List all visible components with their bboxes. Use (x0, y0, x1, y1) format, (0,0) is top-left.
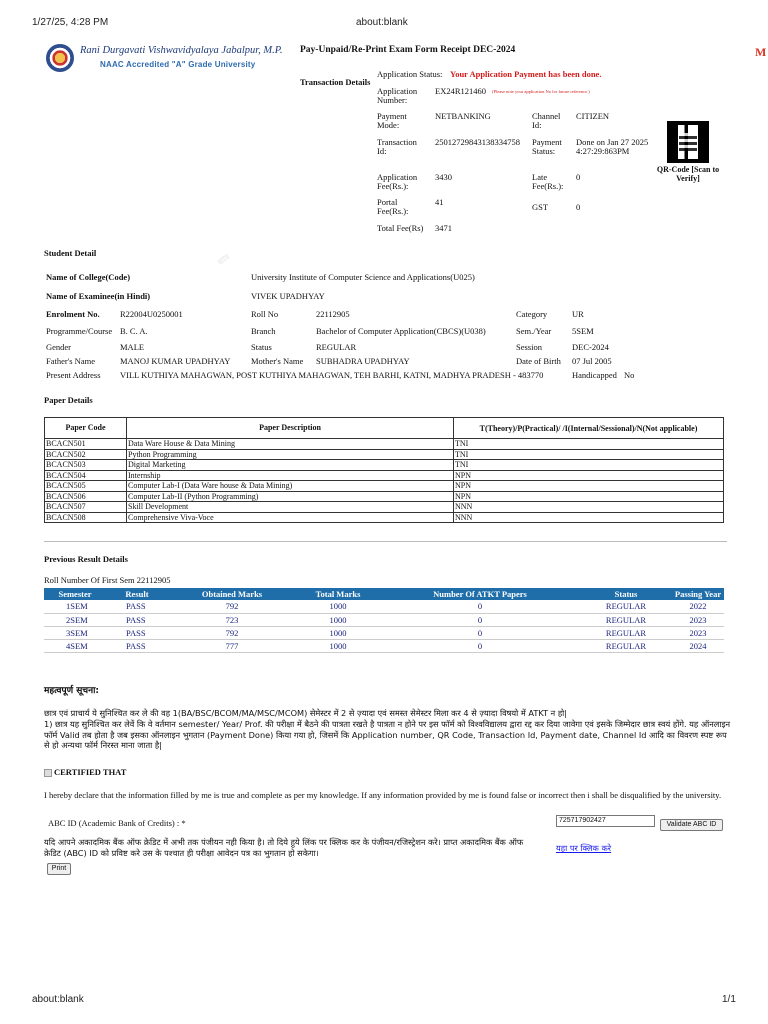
portal-fee-label: Portal Fee(Rs.): (377, 197, 409, 216)
session-label: Session (516, 342, 542, 352)
channel-label: Channel Id: (532, 111, 561, 130)
handicapped-label: Handicapped (572, 370, 617, 380)
branch-value: Bachelor of Computer Application(CBCS)(U038) (316, 326, 486, 336)
college-label: Name of College(Code) (46, 272, 131, 282)
cell: 3SEM (44, 626, 106, 639)
naac-tagline: NAAC Accredited "A" Grade University (100, 60, 256, 69)
app-no-note: (Please note your application No for future reference.) (492, 89, 590, 94)
cell: 4SEM (44, 639, 106, 652)
cell: REGULAR (580, 626, 672, 639)
result-col-header: Passing Year (672, 588, 724, 600)
declaration-text: I hereby declare that the information filled by me is true and complete as per my knowledge. If any information provided by me is found false or incorrect then i shall be disqualified by the university. (44, 790, 722, 800)
app-no-label: Application Number: (377, 86, 418, 105)
paper-col-header: Paper Description (127, 418, 454, 439)
university-name: Rani Durgavati Vishwavidyalaya Jabalpur, M.P. (80, 45, 283, 56)
programme-value: B. C. A. (120, 326, 148, 336)
dob-label: Date of Birth (516, 356, 561, 366)
paper-type: TNI (454, 460, 724, 471)
payment-status-label: Payment Status: (532, 137, 562, 156)
roll-value: 22112905 (316, 309, 350, 319)
father-label: Father's Name (46, 356, 95, 366)
table-row (44, 613, 724, 626)
certified-checkbox[interactable] (44, 769, 52, 777)
table-row (45, 491, 724, 502)
cell: 1000 (296, 613, 380, 626)
portal-fee-value: 41 (435, 197, 444, 207)
app-no-value: EX24R121460 (435, 86, 486, 96)
txn-id-label: Transaction Id: (377, 137, 417, 156)
gender-label: Gender (46, 342, 72, 352)
paper-code: BCACN507 (45, 502, 127, 513)
cell: 0 (380, 626, 580, 639)
father-value: MANOJ KUMAR UPADHYAY (120, 356, 231, 366)
examinee-label: Name of Examinee(in Hindi) (46, 291, 151, 301)
late-fee-value: 0 (576, 172, 581, 182)
payment-mode-value: NETBANKING (435, 111, 491, 121)
paper-desc: Internship (127, 470, 454, 481)
cell: REGULAR (580, 613, 672, 626)
table-row (44, 600, 724, 613)
register-link[interactable]: यहा पर क्लिक करे (556, 843, 612, 853)
previous-heading: Previous Result Details (44, 554, 128, 564)
cell: 0 (380, 600, 580, 613)
roll-label: Roll No (251, 309, 279, 319)
abc-id-input[interactable]: 725717902427 (556, 815, 655, 827)
paper-code: BCACN502 (45, 449, 127, 460)
paper-desc: Computer Lab-I (Data Ware house & Data Mining) (127, 481, 454, 492)
table-row (44, 639, 724, 652)
cell: 2SEM (44, 613, 106, 626)
paper-code: BCACN506 (45, 491, 127, 502)
cell: 0 (380, 639, 580, 652)
paper-type: TNI (454, 449, 724, 460)
cell: 2024 (672, 639, 724, 652)
paper-type: NNN (454, 512, 724, 523)
abc-label: ABC ID (Academic Bank of Credits) : * (48, 818, 186, 828)
cell: 777 (168, 639, 296, 652)
paper-col-header: Paper Code (45, 418, 127, 439)
sem-label: Sem./Year (516, 326, 552, 336)
paper-type: NPN (454, 481, 724, 492)
cell: 2022 (672, 600, 724, 613)
paper-desc: Python Programming (127, 449, 454, 460)
table-row (45, 449, 724, 460)
cell: 0 (380, 613, 580, 626)
paper-type: TNI (454, 439, 724, 450)
transaction-heading: Transaction Details (300, 77, 371, 87)
table-row (45, 502, 724, 513)
divider (44, 541, 727, 542)
watermark: छात्र (215, 251, 232, 267)
app-fee-value: 3430 (435, 172, 452, 182)
address-value: VILL KUTHIYA MAHAGWAN, POST KUTHIYA MAHAGWAN, TEH BARHI, KATNI, MADHYA PRADESH - 483770 (120, 370, 544, 380)
print-footer-right: 1/1 (722, 994, 736, 1005)
payment-mode-label: Payment Mode: (377, 111, 407, 130)
paper-code: BCACN504 (45, 470, 127, 481)
table-row (44, 626, 724, 639)
cell: 2023 (672, 613, 724, 626)
category-value: UR (572, 309, 584, 319)
status-label: Status (251, 342, 272, 352)
cell: 792 (168, 600, 296, 613)
table-row (45, 439, 724, 450)
document-title: Pay-Unpaid/Re-Print Exam Form Receipt DEC-2024 (300, 45, 516, 55)
cell: 1SEM (44, 600, 106, 613)
result-col-header: Number Of ATKT Papers (380, 588, 580, 600)
total-fee-label: Total Fee(Rs) (377, 223, 424, 233)
paper-heading: Paper Details (44, 395, 93, 405)
notice-line-1: छात्र एवं प्राचार्य ये सुनिश्चित कर ले की वह 1(BA/BSC/BCOM/MA/MSC/MCOM) सेमेस्टर में 2 से ज़्यादा एवं समस्त सेमेस्टर मिला कर 4 से ज़्यादा विषयो में ATKT न हो| (44, 708, 568, 718)
application-status-value: Your Application Payment has been done. (450, 69, 602, 79)
sem-value: 5SEM (572, 326, 594, 336)
print-button[interactable]: Print (47, 863, 71, 875)
abc-note: यदि आपने अकादमिक बैंक ऑफ क्रेडिट में अभी तक पंजीयन नही किया है। तो दिये हुये लिंक पर क्लिक कर के पंजीयन/रजिस्ट्रेशन करे। प्राप्त अकादमिक बैंक ऑफ क्रेडिट (ABC) ID को प्रविष्ट करे उस के पश्चात ही परीक्षा आवेदन पत्र का भुगतान हो सकेगा। (44, 837, 524, 858)
cell: PASS (106, 639, 168, 652)
print-footer-left: about:blank (32, 994, 84, 1005)
print-title: about:blank (356, 17, 408, 28)
payment-status-value: Done on Jan 27 2025 4:27:29:863PM (576, 137, 649, 156)
print-datetime: 1/27/25, 4:28 PM (32, 17, 109, 28)
paper-code: BCACN501 (45, 439, 127, 450)
notice-line-2: 1) छात्र यह सुनिश्चित कर लेवें कि वे वर्तमान semester/ Year/ Prof. की परीक्षा में बैठने की पात्रता रखते है पात्रता न होने पर इस फॉर्म को विश्वविद्यालय द्वारा रद्द कर दिया जावेगा एवं इसके जिम्मेदार छात्र स्वयं होंगे. यह ऑनलाइन फॉर्म Valid तब होता है जब इसका ऑनलाइन भुगतान (Payment Done) किया गया हो, जिसमें कि Application number, QR Code, Transaction Id, Payment date, Channel Id आदि का विवरण स्पष्ट रूप से हो अन्यथा फॉर्म निरस्त माना जाता है| (44, 719, 731, 750)
enrolment-value: R22004U0250001 (120, 309, 183, 319)
table-row (45, 470, 724, 481)
cell: 1000 (296, 600, 380, 613)
cell: REGULAR (580, 639, 672, 652)
qr-code-label: QR-Code [Scan to Verify] (656, 165, 720, 183)
result-col-header: Result (106, 588, 168, 600)
university-logo-icon (46, 44, 74, 72)
qr-code-icon (667, 121, 709, 163)
dob-value: 07 Jul 2005 (572, 356, 612, 366)
edge-mark: M (755, 45, 767, 59)
status-value: REGULAR (316, 342, 357, 352)
gst-label: GST (532, 202, 549, 212)
validate-abc-button[interactable]: Validate ABC ID (660, 819, 723, 831)
certified-row (44, 768, 126, 777)
gst-value: 0 (576, 202, 581, 212)
examinee-value: VIVEK UPADHYAY (251, 291, 325, 301)
table-row (45, 481, 724, 492)
paper-desc: Skill Development (127, 502, 454, 513)
result-col-header: Total Marks (296, 588, 380, 600)
category-label: Category (516, 309, 548, 319)
paper-col-header: T(Theory)/P(Practical)/ /I(Internal/Sessional)/N(Not applicable) (454, 418, 724, 439)
result-col-header: Semester (44, 588, 106, 600)
mother-value: SUBHADRA UPADHYAY (316, 356, 410, 366)
cell: PASS (106, 600, 168, 613)
paper-desc: Digital Marketing (127, 460, 454, 471)
result-col-header: Obtained Marks (168, 588, 296, 600)
application-status-label: Application Status: (377, 69, 443, 79)
paper-code: BCACN505 (45, 481, 127, 492)
mother-label: Mother's Name (251, 356, 304, 366)
cell: 792 (168, 626, 296, 639)
cell: PASS (106, 613, 168, 626)
app-fee-label: Application Fee(Rs.): (377, 172, 418, 191)
result-col-header: Status (580, 588, 672, 600)
paper-type: NPN (454, 470, 724, 481)
paper-desc: Data Ware House & Data Mining (127, 439, 454, 450)
branch-label: Branch (251, 326, 276, 336)
cell: 723 (168, 613, 296, 626)
table-row (45, 460, 724, 471)
total-fee-value: 3471 (435, 223, 452, 233)
txn-id-value: 25012729843138334758 (435, 137, 520, 147)
gender-value: MALE (120, 342, 145, 352)
student-heading: Student Detail (44, 248, 97, 258)
late-fee-label: Late Fee(Rs.): (532, 172, 564, 191)
programme-label: Programme/Course (46, 326, 113, 336)
handicapped-value: No (624, 370, 635, 380)
notice-heading: महत्वपूर्ण सूचना: (44, 686, 100, 696)
result-table (44, 588, 724, 653)
paper-desc: Comprehensive Viva-Voce (127, 512, 454, 523)
paper-desc: Computer Lab-II (Python Programming) (127, 491, 454, 502)
session-value: DEC-2024 (572, 342, 609, 352)
enrolment-label: Enrolment No. (46, 309, 100, 319)
first-sem-roll: Roll Number Of First Sem 22112905 (44, 575, 171, 585)
cell: 2023 (672, 626, 724, 639)
paper-code: BCACN508 (45, 512, 127, 523)
certified-heading: CERTIFIED THAT (54, 767, 127, 777)
channel-value: CITIZEN (576, 111, 610, 121)
cell: REGULAR (580, 600, 672, 613)
college-value: University Institute of Computer Science and Applications(U025) (251, 272, 475, 282)
paper-code: BCACN503 (45, 460, 127, 471)
paper-table (44, 417, 724, 523)
paper-type: NPN (454, 491, 724, 502)
cell: PASS (106, 626, 168, 639)
address-label: Present Address (46, 370, 101, 380)
cell: 1000 (296, 626, 380, 639)
paper-type: NNN (454, 502, 724, 513)
cell: 1000 (296, 639, 380, 652)
table-row (45, 512, 724, 523)
